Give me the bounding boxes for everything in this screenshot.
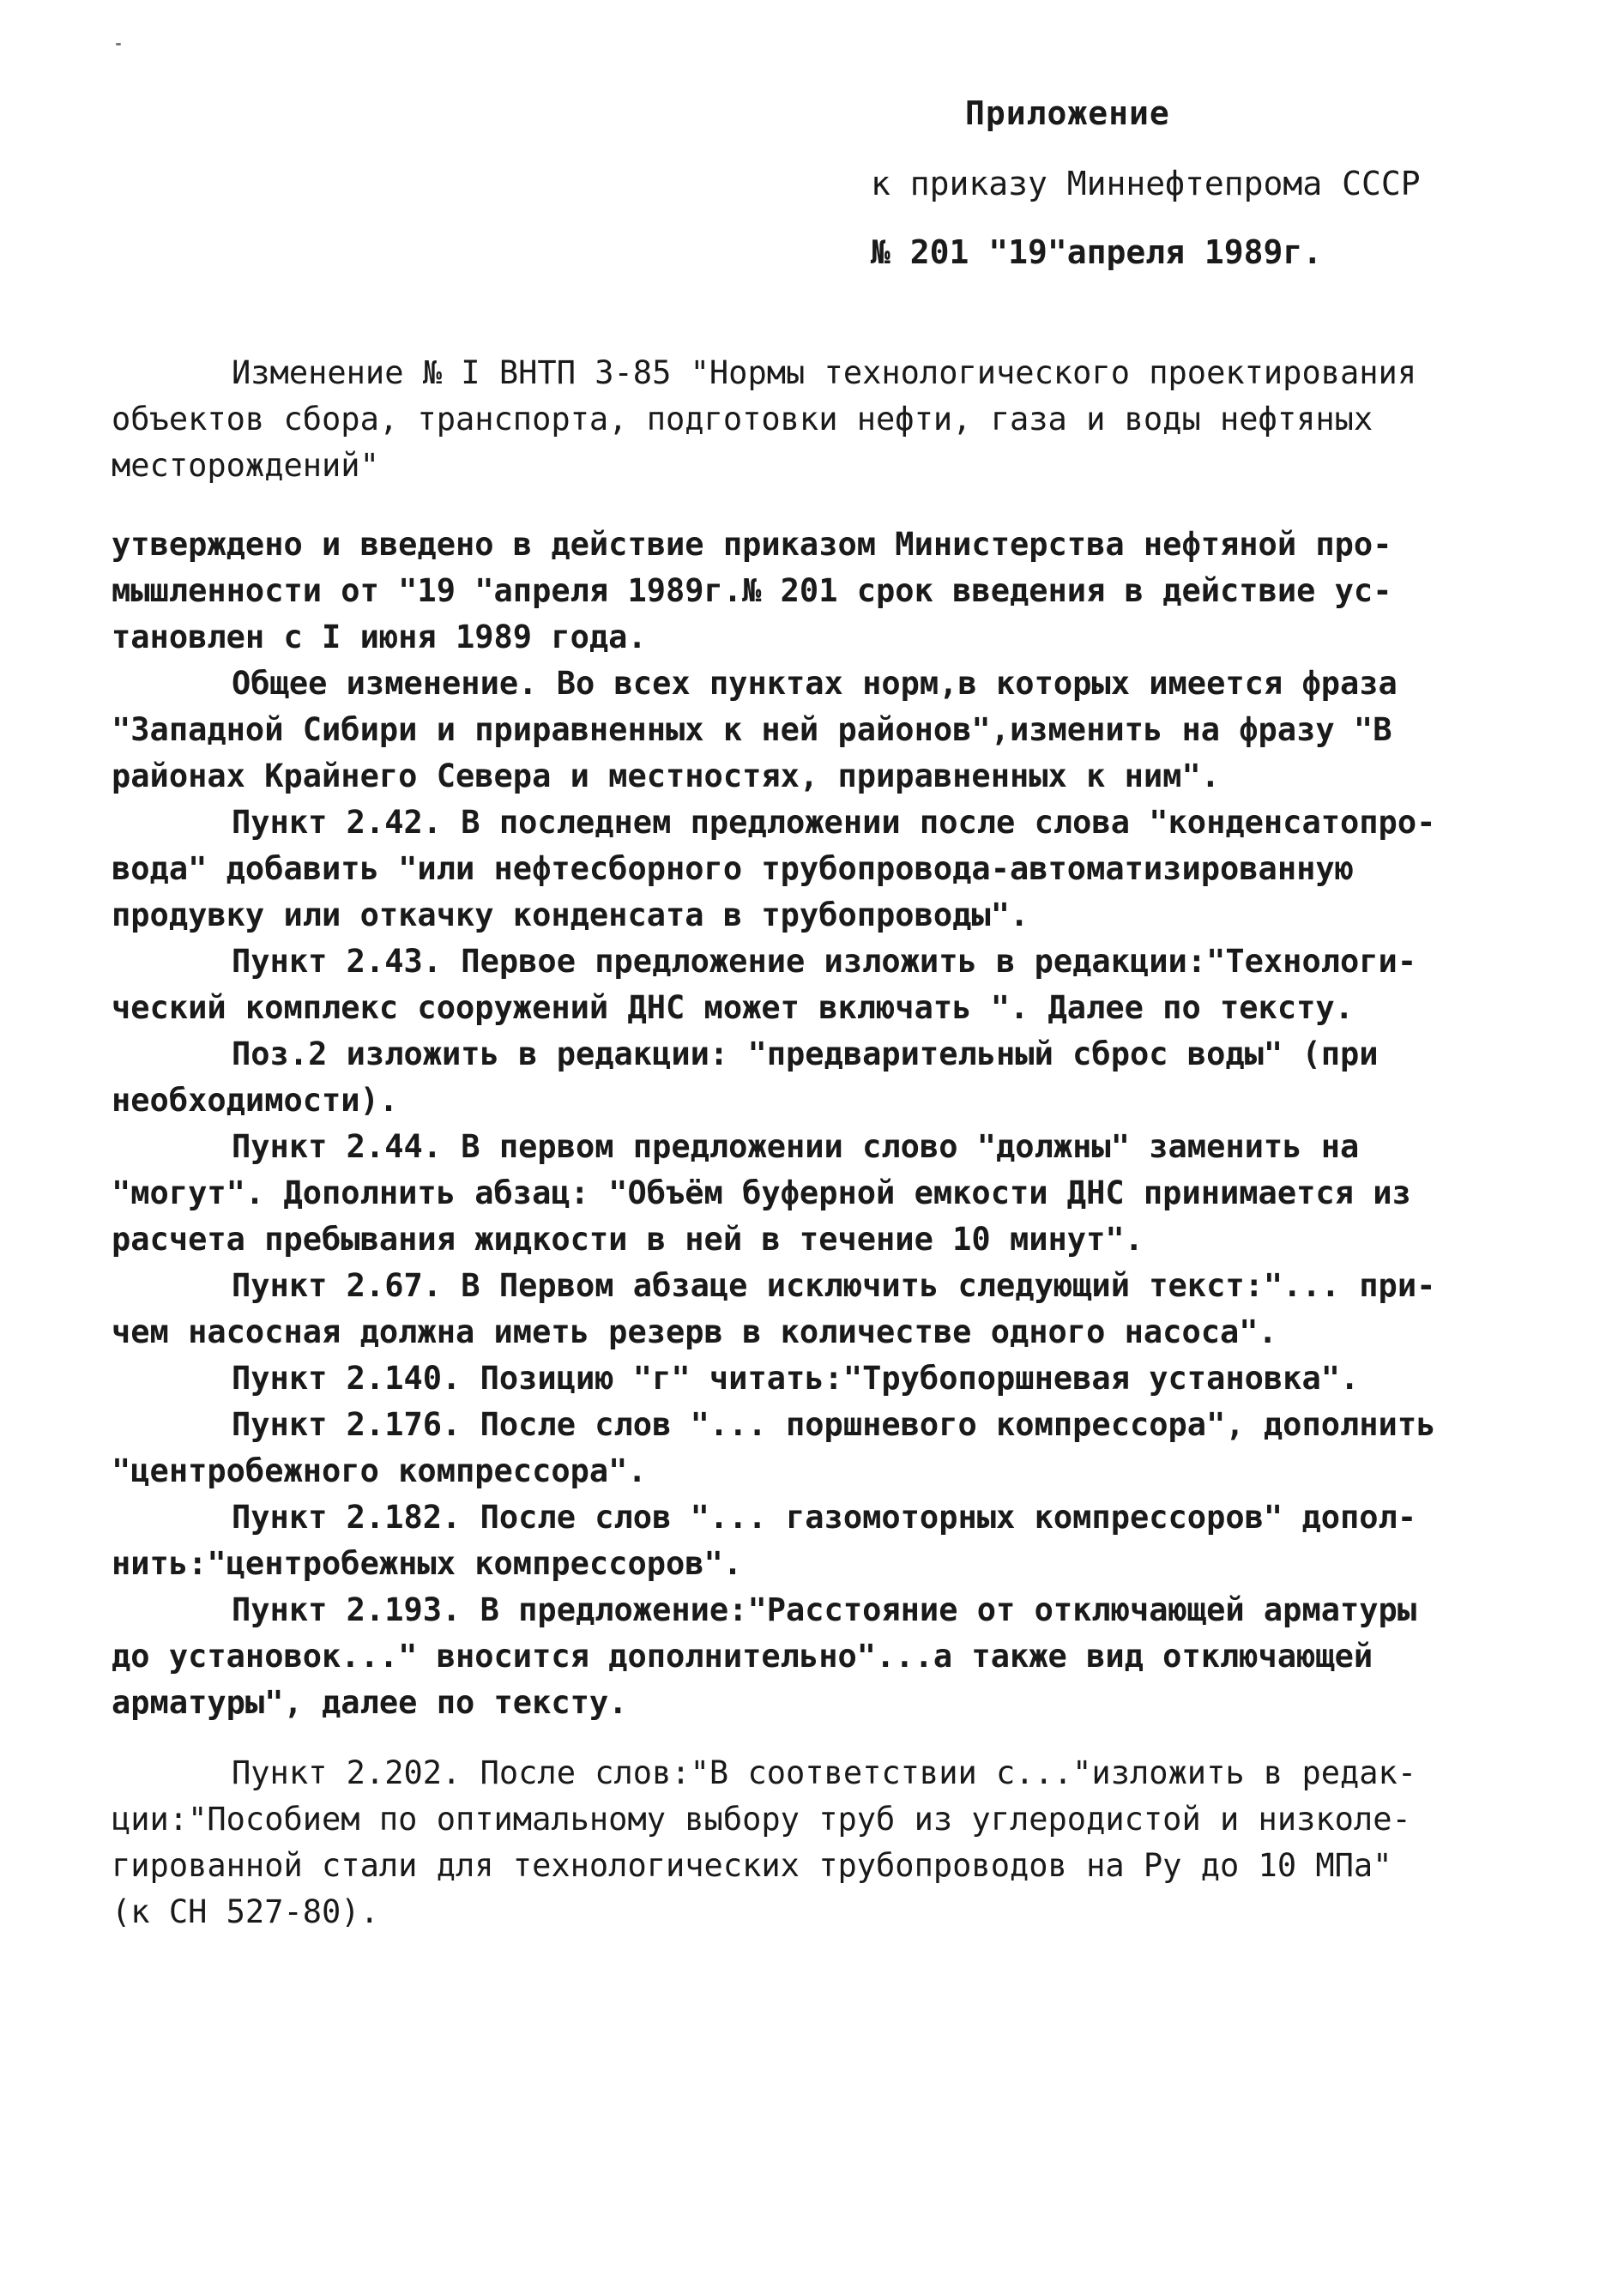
text-line: расчета пребывания жидкости в ней в течение 10 минут". <box>112 1221 1144 1258</box>
text-line: продувку или откачку конденсата в трубопроводы". <box>112 897 1029 933</box>
text-line: Пункт 2.43. Первое предложение изложить в редакции:"Технологи- <box>232 943 1417 980</box>
text-line: ции:"Пособием по оптимальному выбору труб из углеродистой и низколе- <box>112 1801 1411 1838</box>
text-line: необходимости). <box>112 1082 399 1119</box>
order-number-date: № 201 "19"апреля 1989г. <box>871 233 1323 271</box>
stray-mark <box>116 43 121 45</box>
text-line: "центробежного компрессора". <box>112 1452 647 1489</box>
text-line: Изменение № I ВНТП 3-85 "Нормы технологического проектирования <box>232 354 1417 391</box>
final-paragraph <box>112 1750 1450 1935</box>
text-line: Пункт 2.44. В первом предложении слово "должны" заменить на <box>232 1128 1360 1165</box>
text-line: утверждено и введено в действие приказом Министерства нефтяной про- <box>112 526 1392 563</box>
text-line: месторождений" <box>112 447 379 484</box>
appendix-title: Приложение <box>965 94 1170 132</box>
text-line: чем насосная должна иметь резерв в количестве одного насоса". <box>112 1313 1277 1350</box>
text-line: Пункт 2.182. После слов "... газомоторных компрессоров" допол- <box>232 1499 1417 1536</box>
text-line: "Западной Сибири и приравненных к ней районов",изменить на фразу "В <box>112 711 1392 748</box>
text-line: Пункт 2.202. После слов:"В соответствии с..."изложить в редак- <box>232 1754 1417 1791</box>
text-line: (к СН 527-80). <box>112 1893 379 1930</box>
text-line: Пункт 2.67. В Первом абзаце исключить следующий текст:"... при- <box>232 1267 1436 1304</box>
text-line: до установок..." вносится дополнительно"...а также вид отключающей <box>112 1638 1373 1675</box>
text-line: ческий комплекс сооружений ДНС может включать ". Далее по тексту. <box>112 989 1354 1026</box>
text-line: Поз.2 изложить в редакции: "предварительный сброс воды" (при <box>232 1035 1379 1072</box>
text-line: Пункт 2.176. После слов "... поршневого компрессора", дополнить <box>232 1406 1436 1443</box>
text-line: арматуры", далее по тексту. <box>112 1684 628 1721</box>
text-line: Пункт 2.42. В последнем предложении после слова "конденсатопро- <box>232 804 1436 841</box>
change-title <box>112 350 1450 489</box>
text-line: Пункт 2.140. Позицию "г" читать:"Трубопоршневая установка". <box>232 1360 1360 1397</box>
text-line: мышленности от "19 "апреля 1989г.№ 201 срок введения в действие ус- <box>112 572 1392 609</box>
text-line: Пункт 2.193. В предложение:"Расстояние от отключающей арматуры <box>232 1591 1417 1628</box>
text-line: нить:"центробежных компрессоров". <box>112 1545 743 1582</box>
text-line: районах Крайнего Севера и местностях, приравненных к ним". <box>112 758 1221 794</box>
text-line: гированной стали для технологических трубопроводов на Ру до 10 МПа" <box>112 1847 1392 1884</box>
text-line: тановлен с I июня 1989 года. <box>112 619 647 655</box>
order-reference: к приказу Миннефтепрома СССР <box>871 165 1421 202</box>
body-paragraphs <box>112 522 1450 1726</box>
text-line: Общее изменение. Во всех пунктах норм,в которых имеется фраза <box>232 665 1398 702</box>
text-line: вода" добавить "или нефтесборного трубопровода-автоматизированную <box>112 850 1354 887</box>
text-line: "могут". Дополнить абзац: "Объём буферной емкости ДНС принимается из <box>112 1174 1411 1211</box>
text-line: объектов сбора, транспорта, подготовки нефти, газа и воды нефтяных <box>112 401 1373 438</box>
